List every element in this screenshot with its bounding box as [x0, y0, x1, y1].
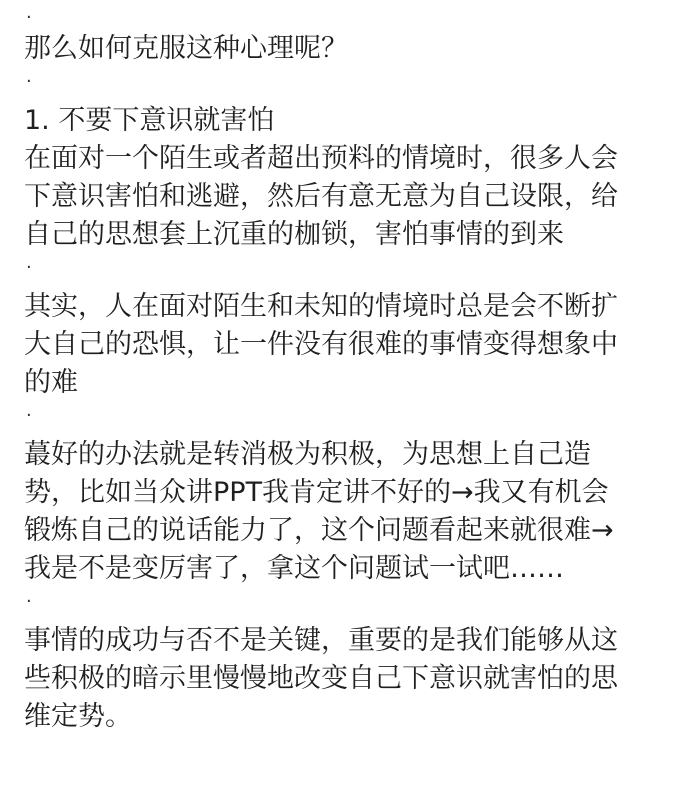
paragraph-line: 我是不是变厉害了，拿这个问题试一试吧……: [24, 553, 564, 584]
separator-dot: ·: [26, 257, 32, 278]
paragraph-3: [24, 436, 674, 588]
paragraph-line: 其实，人在面对陌生和未知的情境时总是会不断扩: [24, 291, 618, 322]
paragraph-line: 势，比如当众讲PPT我肯定讲不好的→我又有机会: [24, 477, 609, 508]
paragraph-line: 自己的思想套上沉重的枷锁，害怕事情的到来: [24, 219, 564, 250]
paragraph-line: 些积极的暗示里慢慢地改变自己下意识就害怕的思: [24, 663, 618, 694]
paragraph-1: [24, 140, 674, 254]
paragraph-line: 蕞好的办法就是转消极为积极，为思想上自己造: [24, 439, 591, 470]
paragraph-line: 大自己的恐惧，让一件没有很难的事情变得想象中: [24, 329, 618, 360]
paragraph-line: 下意识害怕和逃避，然后有意无意为自己设限，给: [24, 181, 618, 212]
paragraph-line: 事情的成功与否不是关键，重要的是我们能够从这: [24, 625, 618, 656]
separator-dot: ·: [26, 405, 32, 426]
paragraph-4: [24, 622, 674, 736]
article-body: [24, 0, 674, 736]
paragraph-line: 维定势。: [24, 701, 132, 732]
section-title: 那么如何克服这种心理呢？: [24, 33, 348, 64]
separator-dot: ·: [26, 71, 32, 92]
separator-dot: ·: [26, 7, 32, 28]
separator-dot: ·: [26, 591, 32, 612]
paragraph-line: 的难: [24, 367, 78, 398]
paragraph-2: [24, 288, 674, 402]
point-heading: 1. 不要下意识就害怕: [24, 105, 275, 136]
paragraph-line: 在面对一个陌生或者超出预料的情境时，很多人会: [24, 143, 618, 174]
paragraph-line: 锻炼自己的说话能力了，这个问题看起来就很难→: [24, 515, 614, 546]
